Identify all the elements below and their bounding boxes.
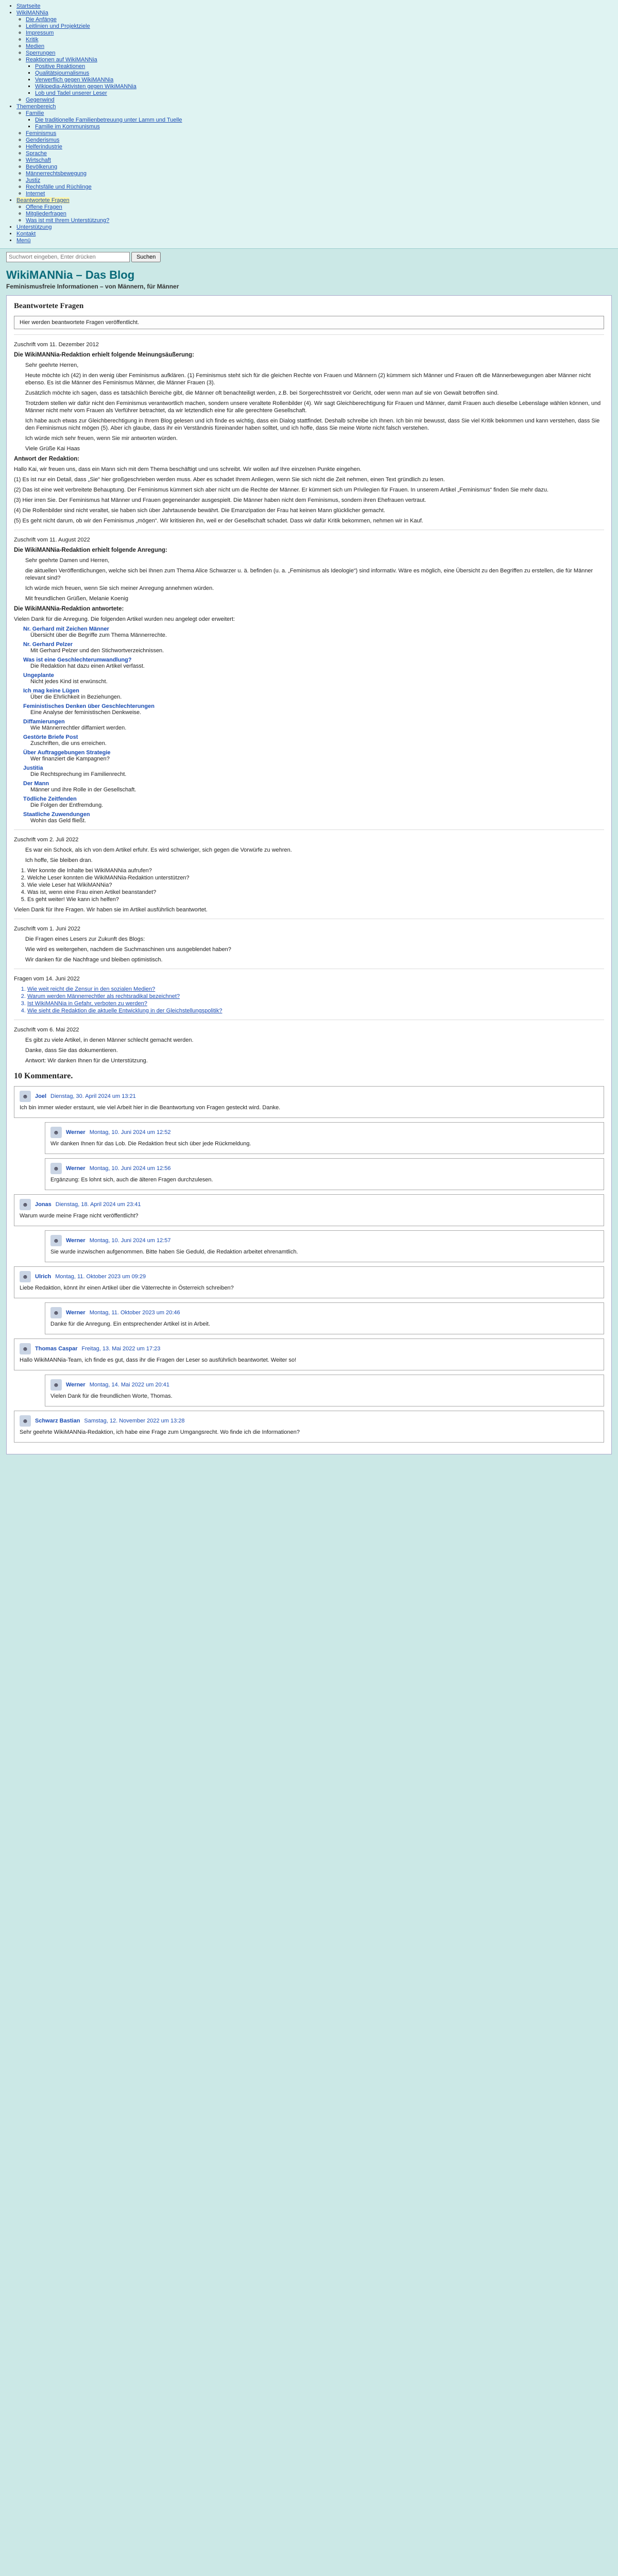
- question-list-item: 5. Es geht weiter! Wie kann ich helfen?: [27, 896, 604, 903]
- nav-item: [26, 110, 611, 130]
- avatar-icon: ☻: [50, 1235, 62, 1246]
- nav-item: [35, 70, 611, 77]
- question-paragraph: Viele Grüße Kai Haas: [25, 446, 80, 452]
- nav-item: [26, 57, 611, 97]
- nav-item: [26, 184, 611, 191]
- comment-header: [20, 1415, 598, 1427]
- comment-text: Hallo WikiMANNia-Team, ich finde es gut, dass ihr die Fragen der Leser so ausführlich beantwortet. Weiter so!: [20, 1357, 297, 1363]
- comment-author[interactable]: Werner: [66, 1129, 85, 1136]
- answer-header: Antwort der Redaktion:: [14, 456, 80, 462]
- question-section-6: [14, 1020, 604, 1064]
- nav-link[interactable]: Familie: [26, 110, 44, 116]
- question-list-item[interactable]: 1. Wie weit reicht die Zensur in den sozialen Medien?: [27, 986, 604, 993]
- question-list-item: 3. Wie viele Leser hat WikiMANNia?: [27, 882, 604, 889]
- term-description: Wohin das Geld fließt.: [30, 818, 87, 824]
- question-body: [14, 362, 604, 452]
- nav-sublist: [16, 204, 611, 224]
- question-header: Die WikiMANNia-Redaktion erhielt folgende Meinungsäußerung:: [14, 352, 195, 358]
- comment-author[interactable]: Werner: [66, 1165, 85, 1172]
- question-paragraph: Heute möchte ich (42) in den wenig über Feminismus aufklären. (1) Feminismus steht sich für die gleichen Rechte von Frauen und Männern (2) kümmern sich Männer und Frauen oft die Männerbewegungen aber Männer nicht ebenso. Es ist die Männer des Feminismus Männer, die Männer Frauen (3).: [25, 372, 591, 386]
- comment-header: [20, 1091, 598, 1102]
- comment-author[interactable]: Thomas Caspar: [35, 1346, 78, 1352]
- question-paragraph: Es gibt zu viele Artikel, in denen Männer schlecht gemacht werden.: [25, 1037, 194, 1043]
- avatar-icon: ☻: [20, 1271, 31, 1282]
- answer-body: [14, 466, 604, 524]
- comment-header: [20, 1343, 598, 1354]
- comment-header: [20, 1271, 598, 1282]
- comment-body: [50, 1320, 598, 1328]
- nav-link[interactable]: Reaktionen auf WikiMANNia: [26, 57, 97, 63]
- comment-text: Sie wurde inzwischen aufgenommen. Bitte haben Sie Geduld, die Redaktion arbeitet ehrenamtlich.: [50, 1249, 298, 1255]
- term-description: Wer finanziert die Kampagnen?: [30, 756, 110, 762]
- nav-link[interactable]: Offene Fragen: [26, 204, 62, 210]
- nav-link[interactable]: Mitgliederfragen: [26, 211, 66, 217]
- question-date: Fragen vom 14. Juni 2022: [14, 976, 80, 982]
- question-paragraph: Mit freundlichen Grüßen, Melanie Koenig: [25, 596, 128, 602]
- question-list-item: 4. Was ist, wenn eine Frau einen Artikel beanstandet?: [27, 889, 604, 896]
- nav-link[interactable]: Unterstützung: [16, 224, 52, 230]
- comment-author[interactable]: Werner: [66, 1310, 85, 1316]
- nav-link[interactable]: Kritik: [26, 37, 39, 43]
- question-section-4: [14, 919, 604, 963]
- question-date: Zuschrift vom 6. Mai 2022: [14, 1027, 79, 1033]
- nav-link[interactable]: Beantwortete Fragen: [16, 197, 70, 204]
- question-paragraph: Die Fragen eines Lesers zur Zukunft des Blogs:: [25, 936, 145, 942]
- term-title[interactable]: Feministisches Denken über Geschlechterungen: [23, 703, 154, 709]
- search-button[interactable]: Suchen: [131, 252, 161, 262]
- nav-list: [7, 3, 611, 244]
- nav-link[interactable]: Internet: [26, 191, 45, 197]
- question-paragraph: Trotzdem stellen wir dafür nicht den Feminismus verantwortlich machen, sondern unsere veraltete Rollenbilder (4). Wir sagt Gleichberechtigung für Frauen und Männer, damit Frauen auch dieselbe Lebenslage wählen können, und Männer nicht mehr vom Frauen als Verführer betrachtet, da wir letztendlich eine für alle gerechtere Gesellschaft.: [25, 400, 601, 414]
- nav-item: [35, 117, 611, 124]
- nav-link[interactable]: WikiMANNia: [16, 10, 48, 16]
- question-paragraph: Ich hoffe, Sie bleiben dran.: [25, 857, 93, 863]
- question-body: [14, 846, 604, 864]
- nav-item: [26, 171, 611, 177]
- nav-item: [26, 137, 611, 144]
- question-paragraph: die aktuellen Veröffentlichungen, welche sich bei Ihnen zum Thema Alice Schwarzer u. ä. befinden (u. a. „Feminismus als Ideologie“) sind informativ. Wäre es möglich, eine Übersicht zu den Begriffen zu erstellen, die für Männer relevant sind?: [25, 568, 593, 581]
- nav-link[interactable]: Themenbereich: [16, 104, 56, 110]
- answer-text: Vielen Dank für die Anregung. Die folgenden Artikel wurden neu angelegt oder erweitert:: [14, 616, 235, 622]
- question-list: [14, 986, 604, 1014]
- nav-link[interactable]: Sprache: [26, 150, 47, 157]
- comment: [45, 1122, 604, 1154]
- comment-body: [50, 1248, 598, 1256]
- comment-header: [50, 1379, 598, 1391]
- answer-paragraph: (2) Das ist eine weit verbreitete Behauptung. Der Feminismus kümmert sich aber nicht um die Rechte der Männer. Er kümmert sich um Privilegien für Frauen. In unserem Artikel „Feminismus“ finden Sie mehr dazu.: [14, 487, 549, 493]
- search-input[interactable]: [6, 252, 130, 262]
- top-navigation: [0, 0, 618, 249]
- term-description: Eine Analyse der feministischen Denkweise.: [30, 709, 142, 716]
- nav-item: [35, 83, 611, 90]
- question-section-5: [14, 969, 604, 1014]
- question-paragraph: Ich würde mich sehr freuen, wenn Sie mir antworten würden.: [25, 435, 178, 442]
- question-list-item[interactable]: 4. Wie sieht die Redaktion die aktuelle Entwicklung in der Gleichstellungspolitik?: [27, 1007, 604, 1014]
- term-description: Nicht jedes Kind ist erwünscht.: [30, 679, 108, 685]
- comment-date[interactable]: Montag, 11. Oktober 2023 um 20:46: [89, 1310, 180, 1316]
- comment-header: [50, 1235, 598, 1246]
- answer-paragraph: (1) Es ist nur ein Detail, dass „Sie“ hier großgeschrieben werden muss. Aber es schadet Ihrem Anliegen, wenn Sie sich nicht die Zeit nehmen, einen Text gründlich zu lesen.: [14, 477, 445, 483]
- comment-author[interactable]: Ulrich: [35, 1274, 52, 1280]
- question-list-item: 1. Wer konnte die Inhalte bei WikiMANNia aufrufen?: [27, 867, 604, 874]
- nav-link[interactable]: Helferindustrie: [26, 144, 62, 150]
- nav-item: [26, 144, 611, 150]
- comment-text: Warum wurde meine Frage nicht veröffentlicht?: [20, 1213, 139, 1219]
- term-title[interactable]: Diffamierungen: [23, 719, 65, 725]
- question-paragraph: Sehr geehrte Damen und Herren,: [25, 557, 110, 564]
- nav-link[interactable]: Startseite: [16, 3, 41, 9]
- comment-text: Sehr geehrte WikiMANNia-Redaktion, ich habe eine Frage zum Umgangsrecht. Wo finde ich die Informationen?: [20, 1429, 300, 1435]
- nav-link[interactable]: Genderismus: [26, 137, 60, 143]
- term-description: Wie Männerrechtler diffamiert werden.: [30, 725, 127, 731]
- comment: [14, 1338, 604, 1370]
- nav-item: [35, 77, 611, 83]
- comment-text: Danke für die Anregung. Ein entsprechender Artikel ist in Arbeit.: [50, 1321, 211, 1327]
- term-description: Die Rechtsprechung im Familienrecht.: [30, 771, 127, 777]
- term-description: Die Redaktion hat dazu einen Artikel verfasst.: [30, 663, 145, 669]
- answer-paragraph: (3) Hier irren Sie. Der Feminismus hat Männer und Frauen gegeneinander ausgespielt. Die Männer haben nicht dem Feminismus, sondern ihren Ehefrauen vertraut.: [14, 497, 426, 503]
- comment: [45, 1230, 604, 1262]
- comment-date[interactable]: Montag, 11. Oktober 2023 um 09:29: [55, 1274, 146, 1280]
- comment-header: [50, 1163, 598, 1174]
- question-header: Die WikiMANNia-Redaktion erhielt folgende Anregung:: [14, 547, 167, 553]
- avatar-icon: ☻: [50, 1307, 62, 1318]
- comment-date[interactable]: Montag, 10. Juni 2024 um 12:52: [89, 1129, 171, 1136]
- term-title[interactable]: Über Auftraggebungen Strategie: [23, 750, 111, 756]
- avatar-icon: ☻: [50, 1379, 62, 1391]
- question-section-2: [14, 530, 604, 824]
- nav-link[interactable]: Lob und Tadel unserer Leser: [35, 90, 107, 96]
- nav-item: [26, 23, 611, 30]
- nav-item: [16, 10, 611, 104]
- comment-author[interactable]: Joel: [35, 1093, 47, 1099]
- nav-item: [16, 3, 611, 10]
- comment-body: [20, 1104, 598, 1111]
- question-date: Zuschrift vom 2. Juli 2022: [14, 837, 79, 843]
- comment-text: Vielen Dank für die freundlichen Worte, Thomas.: [50, 1393, 173, 1399]
- term-description: Zuschriften, die uns erreichen.: [30, 740, 107, 747]
- term-description: Mit Gerhard Pelzer und den Stichwortverzeichnissen.: [30, 648, 164, 654]
- answer-paragraph: (5) Es geht nicht darum, ob wir den Feminismus „mögen“. Wir kritisieren ihn, weil er der Gesellschaft schadet. Dass wir dafür Kritik bekommen, nehmen wir in Kauf.: [14, 518, 423, 524]
- comment-date[interactable]: Freitag, 13. Mai 2022 um 17:23: [81, 1346, 161, 1352]
- term-title[interactable]: Nr. Gerhard Pelzer: [23, 641, 73, 648]
- question-paragraph: Ich würde mich freuen, wenn Sie sich meiner Anregung annehmen würden.: [25, 585, 214, 591]
- nav-link[interactable]: Medien: [26, 43, 45, 49]
- blog-subtitle: Feminismusfreie Informationen – von Männern, für Männer: [6, 283, 179, 290]
- comment-body: [20, 1357, 598, 1364]
- nav-link[interactable]: Die traditionelle Familienbetreuung unter Lamm und Tuelle: [35, 117, 182, 123]
- comment-body: [50, 1140, 598, 1147]
- question-body: [14, 1037, 604, 1064]
- question-paragraph: Wir danken für die Nachfrage und bleiben optimistisch.: [25, 957, 163, 963]
- question-body: [14, 557, 604, 602]
- nav-item: [26, 43, 611, 50]
- nav-item: [16, 231, 611, 238]
- comment-date[interactable]: Dienstag, 18. April 2024 um 23:41: [55, 1201, 141, 1208]
- nav-link[interactable]: Verwerflich gegen WikiMANNia: [35, 77, 114, 83]
- avatar-icon: ☻: [50, 1163, 62, 1174]
- term-title[interactable]: Nr. Gerhard mit Zeichen Männer: [23, 626, 109, 632]
- term-description: Die Folgen der Entfremdung.: [30, 802, 104, 808]
- question-date: Zuschrift vom 11. Dezember 2012: [14, 342, 99, 348]
- comment: [14, 1411, 604, 1443]
- avatar-icon: ☻: [50, 1127, 62, 1138]
- term-title[interactable]: Staatliche Zuwendungen: [23, 811, 90, 818]
- nav-sublist: [26, 117, 611, 130]
- comment-body: [20, 1429, 598, 1436]
- nav-item: [26, 211, 611, 217]
- nav-link[interactable]: Qualitätsjournalismus: [35, 70, 90, 76]
- question-list-item[interactable]: 2. Warum werden Männerrechtler als rechtsradikal bezeichnet?: [27, 993, 604, 1000]
- nav-link[interactable]: Positive Reaktionen: [35, 63, 85, 70]
- question-date: Zuschrift vom 11. August 2022: [14, 537, 90, 543]
- comment-body: [20, 1284, 598, 1292]
- question-paragraph: Antwort: Wir danken Ihnen für die Unterstützung.: [25, 1058, 148, 1064]
- comment: [14, 1086, 604, 1118]
- term-title[interactable]: Ich mag keine Lügen: [23, 688, 79, 694]
- nav-link[interactable]: Was ist mit Ihrem Unterstützung?: [26, 217, 110, 224]
- comments-list: [14, 1086, 604, 1443]
- question-paragraph: Sehr geehrte Herren,: [25, 362, 79, 368]
- nav-link[interactable]: Leitlinien und Projektziele: [26, 23, 90, 29]
- question-paragraph: Es war ein Schock, als ich von dem Artikel erfuhr. Es wird schwieriger, sich gegen die Vorwürfe zu wehren.: [25, 847, 292, 853]
- nav-link[interactable]: Gegenwind: [26, 97, 55, 103]
- nav-link[interactable]: Wirtschaft: [26, 157, 51, 163]
- term-title[interactable]: Gestörte Briefe Post: [23, 734, 78, 740]
- comment: [14, 1266, 604, 1298]
- question-date: Zuschrift vom 1. Juni 2022: [14, 926, 81, 932]
- avatar-icon: ☻: [20, 1343, 31, 1354]
- nav-item: [26, 217, 611, 224]
- nav-item: [16, 104, 611, 197]
- comment-body: [50, 1176, 598, 1183]
- nav-item: [16, 197, 611, 224]
- nav-link[interactable]: Kontakt: [16, 231, 36, 237]
- nav-item: [26, 130, 611, 137]
- menu-link[interactable]: Menü: [16, 238, 31, 244]
- comment: [45, 1158, 604, 1190]
- comments-title: 10 Kommentare.: [14, 1072, 73, 1080]
- nav-item: [35, 124, 611, 130]
- question-paragraph: Zusätzlich möchte ich sagen, dass es tatsächlich Bereiche gibt, die Männer oft benachteiligt werden, z.B. bei Sorgerechtsstreit vor Gericht, oder wenn man auf sie von Gewalt betroffen sind.: [25, 390, 499, 396]
- term-list: [23, 626, 604, 824]
- term-title[interactable]: Tödliche Zeitfenden: [23, 796, 77, 802]
- avatar-icon: ☻: [20, 1199, 31, 1210]
- comment: [45, 1302, 604, 1334]
- nav-link[interactable]: Die Anfänge: [26, 16, 57, 23]
- search-bar: [0, 249, 618, 264]
- comment-date[interactable]: Montag, 14. Mai 2022 um 20:41: [89, 1382, 170, 1388]
- answer-paragraph: Hallo Kai, wir freuen uns, dass ein Mann sich mit dem Thema beschäftigt und uns schreibt. Wir wollen auf Ihre einzelnen Punkte eingehen.: [14, 466, 362, 472]
- comment-body: [20, 1212, 598, 1219]
- term-title[interactable]: Justitia: [23, 765, 43, 771]
- nav-item: [35, 63, 611, 70]
- comment-header: [20, 1199, 598, 1210]
- comment-date[interactable]: Dienstag, 30. April 2024 um 13:21: [50, 1093, 136, 1099]
- nav-link[interactable]: Bevölkerung: [26, 164, 58, 170]
- nav-item: [26, 97, 611, 104]
- nav-item: [26, 150, 611, 157]
- term-title[interactable]: Ungeplante: [23, 672, 54, 679]
- nav-item: [26, 157, 611, 164]
- comment-text: Ergänzung: Es lohnt sich, auch die älteren Fragen durchzulesen.: [50, 1177, 213, 1183]
- blog-header: [0, 264, 618, 295]
- nav-item: [35, 90, 611, 97]
- nav-link[interactable]: Feminismus: [26, 130, 57, 137]
- nav-link[interactable]: Familie im Kommunismus: [35, 124, 100, 130]
- term-title[interactable]: Der Mann: [23, 781, 49, 787]
- nav-item: [26, 50, 611, 57]
- question-list-item[interactable]: 3. Ist WikiMANNia in Gefahr, verboten zu werden?: [27, 1000, 604, 1007]
- question-section-1: [14, 334, 604, 524]
- nav-link[interactable]: Männerrechtsbewegung: [26, 171, 87, 177]
- nav-sublist: [16, 16, 611, 104]
- comment-date[interactable]: Samstag, 12. November 2022 um 13:28: [84, 1418, 185, 1424]
- nav-item-menu: [16, 238, 611, 244]
- nav-link[interactable]: Impressum: [26, 30, 54, 36]
- answer-text: Vielen Dank für Ihre Fragen. Wir haben sie im Artikel ausführlich beantwortet.: [14, 907, 208, 913]
- nav-sublist: [26, 63, 611, 97]
- comment-header: [50, 1127, 598, 1138]
- comment-author[interactable]: Schwarz Bastian: [35, 1418, 80, 1424]
- nav-item: [26, 30, 611, 37]
- term-description: Männer und ihre Rolle in der Gesellschaft.: [30, 787, 136, 793]
- question-paragraph: Ich habe auch etwas zur Gleichberechtigung in Ihrem Blog gelesen und ich finde es wichtig, dass ein Dialog stattfindet. Deshalb schreibe ich Ihnen. Ich bin mir bewusst, dass Sie viel Kritik bekommen und kann verstehen, dass Sie den Feminismus nicht mögen (5). Aber ich glaube, dass ihr ein Verständnis füreinander haben solltet, und ich hoffe, dass Sie meine Worte nicht falsch verstehen.: [25, 418, 600, 431]
- comment: [14, 1194, 604, 1226]
- comment-author[interactable]: Werner: [66, 1382, 85, 1388]
- nav-item: [26, 164, 611, 171]
- nav-item: [26, 16, 611, 23]
- page-intro: [14, 316, 604, 329]
- comment-date[interactable]: Montag, 10. Juni 2024 um 12:57: [89, 1238, 171, 1244]
- comment-text: Liebe Redaktion, könnt ihr einen Artikel über die Väterrechte in Österreich schreiben?: [20, 1285, 234, 1291]
- comment-text: Wir danken Ihnen für das Lob. Die Redaktion freut sich über jede Rückmeldung.: [50, 1141, 251, 1147]
- nav-link[interactable]: Wikipedia-Aktivisten gegen WikiMANNia: [35, 83, 136, 90]
- nav-link[interactable]: Justiz: [26, 177, 41, 183]
- term-title[interactable]: Was ist eine Geschlechterumwandlung?: [23, 657, 132, 663]
- nav-link[interactable]: Sperrungen: [26, 50, 56, 56]
- intro-text: Hier werden beantwortete Fragen veröffentlicht.: [20, 319, 140, 326]
- comment-body: [50, 1393, 598, 1400]
- term-description: Übersicht über die Begriffe zum Thema Männerrechte.: [30, 632, 167, 638]
- avatar-icon: ☻: [20, 1415, 31, 1427]
- comment-text: Ich bin immer wieder erstaunt, wie viel Arbeit hier in die Beantwortung von Fragen gesteckt wird. Danke.: [20, 1105, 281, 1111]
- avatar-icon: ☻: [20, 1091, 31, 1102]
- comment-date[interactable]: Montag, 10. Juni 2024 um 12:56: [89, 1165, 171, 1172]
- main-content: [6, 295, 612, 1454]
- nav-item: [26, 204, 611, 211]
- comment-header: [50, 1307, 598, 1318]
- question-list-item: 2. Welche Leser konnten die WikiMANNia-Redaktion unterstützen?: [27, 874, 604, 882]
- question-list: [14, 867, 604, 903]
- question-paragraph: Danke, dass Sie das dokumentieren.: [25, 1047, 118, 1054]
- term-description: Über die Ehrlichkeit in Beziehungen.: [30, 694, 122, 700]
- nav-link[interactable]: Rechtsfälle und Rüchlinge: [26, 184, 92, 190]
- nav-item: [16, 224, 611, 231]
- nav-item: [26, 177, 611, 184]
- answer-header: Die WikiMANNia-Redaktion antwortete:: [14, 606, 124, 612]
- nav-sublist: [16, 110, 611, 197]
- blog-title[interactable]: WikiMANNia – Das Blog: [6, 268, 135, 281]
- question-paragraph: Wie wird es weitergehen, nachdem die Suchmaschinen uns ausgeblendet haben?: [25, 946, 231, 953]
- nav-item: [26, 191, 611, 197]
- page-title: Beantwortete Fragen: [14, 302, 84, 310]
- question-body: [14, 936, 604, 963]
- question-section-3: [14, 829, 604, 913]
- answer-paragraph: (4) Die Rollenbilder sind nicht veraltet, sie haben sich über Jahrtausende bewährt. Die Emanzipation der Frau hat keinen Mann glücklicher gemacht.: [14, 507, 385, 514]
- comment: [45, 1375, 604, 1406]
- comment-author[interactable]: Werner: [66, 1238, 85, 1244]
- nav-item: [26, 37, 611, 43]
- comment-author[interactable]: Jonas: [35, 1201, 52, 1208]
